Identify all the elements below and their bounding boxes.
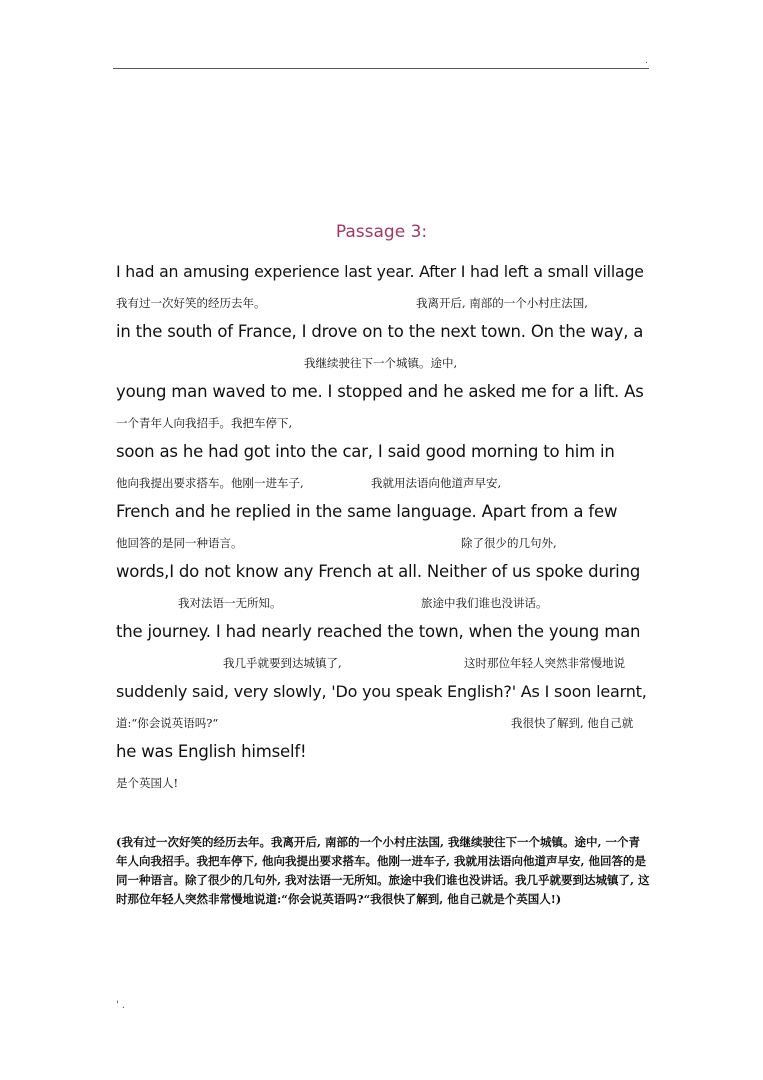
chinese-gloss-7b: 这时那位年轻人突然非常慢地说 [464, 656, 625, 670]
chinese-gloss-7a: 我几乎就要到达城镇了, [223, 656, 342, 670]
chinese-gloss-4a: 他向我提出要求搭车。他刚一进车子, [116, 476, 304, 490]
passage-title: Passage 3: [335, 222, 428, 242]
english-line-9: he was English himself! [116, 742, 307, 761]
summary-paragraph: (我有过一次好笑的经历去年。我离开后, 南部的一个小村庄法国, 我继续驶往下一个城镇。途中, 一个青年人向我招手。我把车停下, 他向我提出要求搭车。他刚一进车子, 我就用法语向他道声早安, 他回答的是同一种语言。除了很少的几句外, 我对法语一无所知。旅途中我们谁也没讲话。我几乎就要到达城镇了, 这时那位年轻人突然非常慢地说道:“你会说英语吗?“我很快了解到, 他自己就是个英国人!) [116, 835, 650, 906]
chinese-gloss-5b: 除了很少的几句外, [461, 536, 557, 550]
chinese-gloss-9a: 是个英国人! [116, 776, 179, 790]
english-line-2: in the south of France, I drove on to the next town. On the way, a [116, 322, 644, 341]
english-line-8: suddenly said, very slowly, 'Do you speak English?' As I soon learnt, [116, 682, 647, 701]
chinese-gloss-2a: 我继续驶往下一个城镇。途中, [304, 356, 458, 370]
chinese-gloss-1a: 我有过一次好笑的经历去年。 [116, 296, 266, 310]
footer-mark: ' . [116, 1000, 126, 1011]
header-rule [113, 68, 649, 69]
english-line-5: French and he replied in the same language. Apart from a few [116, 502, 618, 521]
chinese-gloss-8a: 道:“你会说英语吗?“ [116, 716, 219, 730]
english-line-7: the journey. I had nearly reached the town, when the young man [116, 622, 641, 641]
chinese-gloss-1b: 我离开后, 南部的一个小村庄法国, [416, 296, 588, 310]
chinese-gloss-6a: 我对法语一无所知。 [178, 596, 282, 610]
english-line-1: I had an amusing experience last year. After I had left a small village [116, 262, 644, 281]
chinese-gloss-5a: 他回答的是同一种语言。 [116, 536, 243, 550]
english-line-3: young man waved to me. I stopped and he asked me for a lift. As [116, 382, 644, 401]
english-line-4: soon as he had got into the car, I said good morning to him in [116, 442, 615, 461]
header-mark: . [645, 56, 648, 66]
chinese-gloss-3a: 一个青年人向我招手。我把车停下, [116, 416, 293, 430]
chinese-gloss-6b: 旅途中我们谁也没讲话。 [421, 596, 548, 610]
english-line-6: words,I do not know any French at all. Neither of us spoke during [116, 562, 641, 581]
chinese-gloss-4b: 我就用法语向他道声早安, [371, 476, 502, 490]
chinese-gloss-8b: 我很快了解到, 他自己就 [511, 716, 634, 730]
